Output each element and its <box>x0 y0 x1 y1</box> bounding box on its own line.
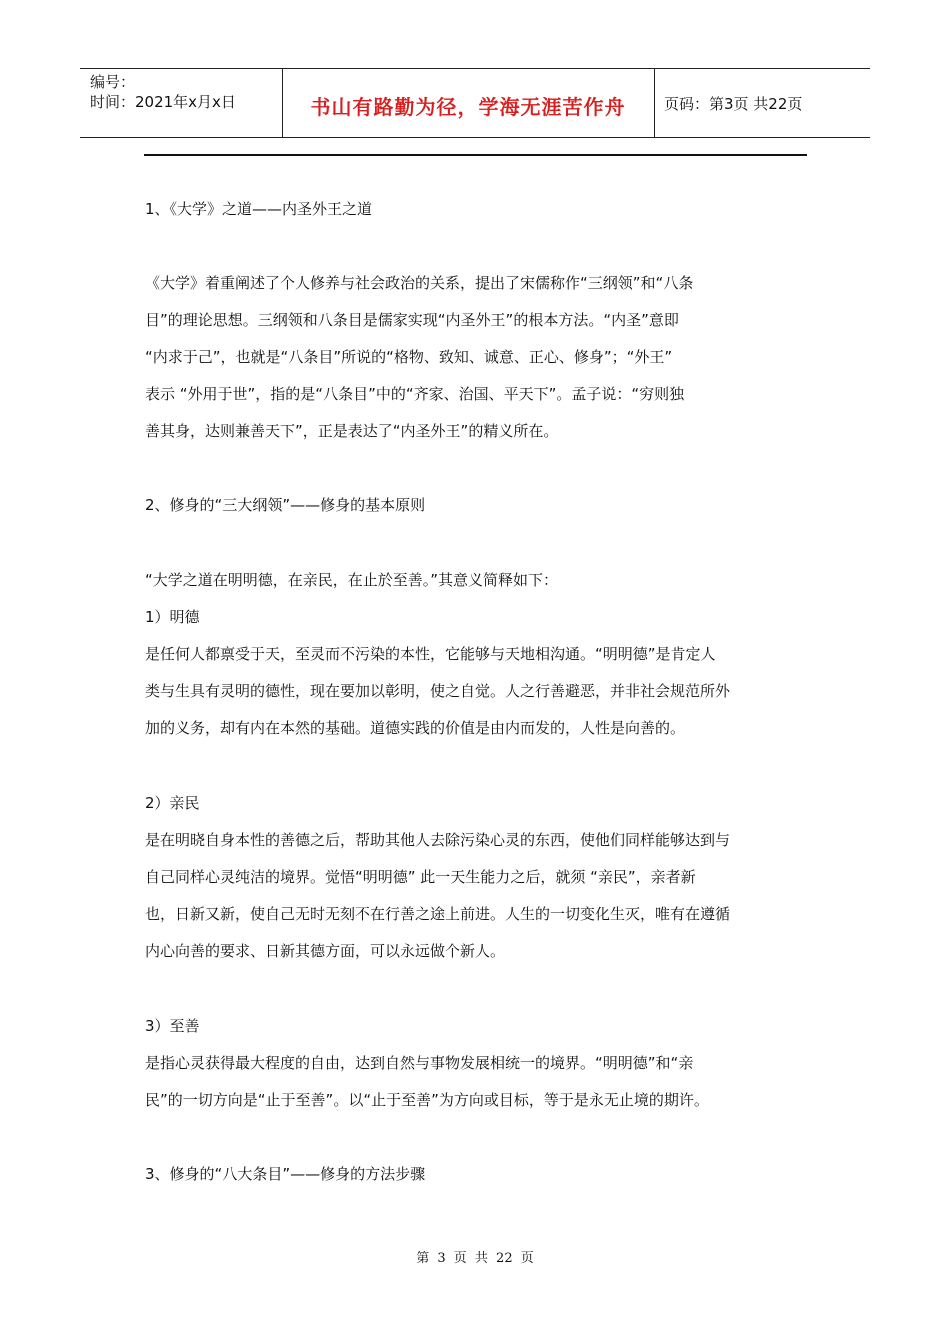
header-motto-cell <box>282 69 655 137</box>
section-heading-2: 2、修身的“三大纲领”——修身的基本原则 <box>145 496 426 514</box>
paragraph-line: 是在明晓自身本性的善德之后，帮助其他人去除污染心灵的东西，使他们同样能够达到与 <box>145 831 731 849</box>
page-footer: 第 3 页 共 22 页 <box>416 1251 534 1266</box>
document-date: 时间：2021年x月x日 <box>90 93 236 111</box>
paragraph-line: “大学之道在明明德，在亲民，在止於至善。”其意义简释如下： <box>145 571 559 589</box>
subheading-qin-min: 2）亲民 <box>145 794 200 812</box>
subheading-zhi-shan: 3）至善 <box>145 1017 200 1035</box>
paragraph-line: 民”的一切方向是“止于至善”。以“止于至善”为方向或目标，等于是永无止境的期许。 <box>145 1091 709 1109</box>
paragraph-line: 表示 “外用于世”，指的是“八条目”中的“齐家、治国、平天下”。孟子说：“穷则独 <box>145 385 685 403</box>
section-heading-3: 3、修身的“八大条目”——修身的方法步骤 <box>145 1165 426 1183</box>
header-page-number: 页码：第3页 共22页 <box>664 95 803 113</box>
paragraph-line: 善其身，达则兼善天下”，正是表达了“内圣外王”的精义所在。 <box>145 422 559 440</box>
paragraph-line: 自己同样心灵纯洁的境界。觉悟“明明德” 此一天生能力之后，就须 “亲民”，亲者新 <box>145 868 696 886</box>
paragraph-line: 类与生具有灵明的德性，现在要加以彰明，使之自觉。人之行善避恶，并非社会规范所外 <box>145 682 731 700</box>
subheading-ming-de: 1）明德 <box>145 608 200 626</box>
paragraph-line: 是指心灵获得最大程度的自由，达到自然与事物发展相统一的境界。“明明德”和“亲 <box>145 1054 694 1072</box>
paragraph-line: “内求于己”，也就是“八条目”所说的“格物、致知、诚意、正心、修身”；“外王” <box>145 348 673 366</box>
section-heading-1: 1、《大学》之道——内圣外王之道 <box>145 200 373 218</box>
paragraph-line: 是任何人都禀受于天，至灵而不污染的本性，它能够与天地相沟通。“明明德”是肯定人 <box>145 645 716 663</box>
header-divider <box>144 154 807 156</box>
paragraph-line: 也，日新又新，使自己无时无刻不在行善之途上前进。人生的一切变化生灭，唯有在遵循 <box>145 905 731 923</box>
paragraph-line: 目”的理论思想。三纲领和八条目是儒家实现“内圣外王”的根本方法。“内圣”意即 <box>145 311 679 329</box>
header-page-cell <box>654 69 870 137</box>
paragraph-line: 内心向善的要求、日新其德方面，可以永远做个新人。 <box>145 942 506 960</box>
header-info-cell <box>80 69 283 137</box>
document-number: 编号： <box>90 73 136 91</box>
paragraph-line: 加的义务，却有内在本然的基础。道德实践的价值是由内而发的，人性是向善的。 <box>145 719 686 737</box>
header-motto: 书山有路勤为径，学海无涯苦作舟 <box>310 95 626 119</box>
document-header <box>80 68 870 138</box>
paragraph-line: 《大学》着重阐述了个人修养与社会政治的关系，提出了宋儒称作“三纲领”和“八条 <box>145 274 694 292</box>
